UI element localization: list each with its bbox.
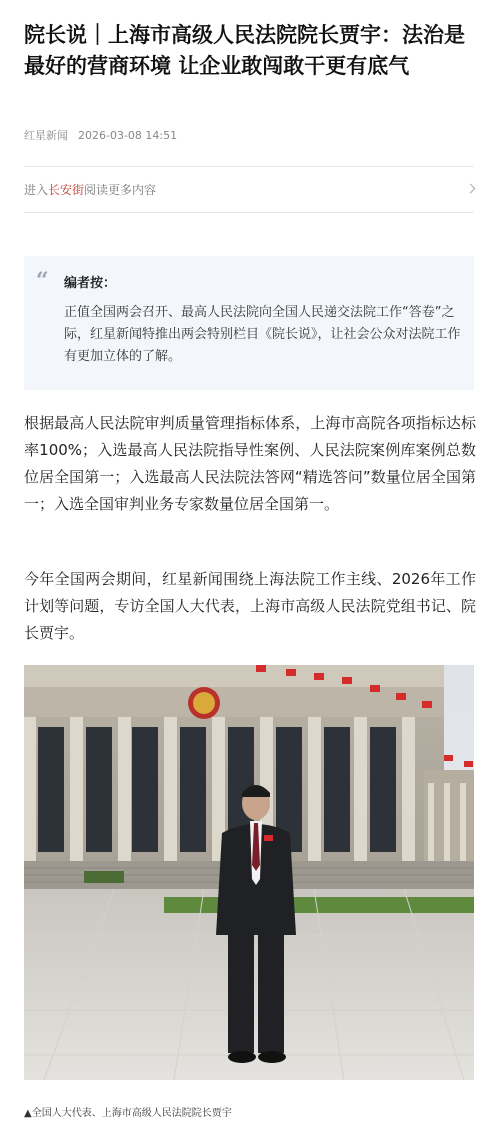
read-more-prefix: 进入 xyxy=(24,183,49,197)
read-more-suffix: 阅读更多内容 xyxy=(84,183,157,197)
read-more-link[interactable] xyxy=(24,181,474,199)
article-meta xyxy=(24,127,177,143)
article-date: 2026-03-08 14:51 xyxy=(78,129,178,142)
quote-icon: “ xyxy=(36,268,49,294)
article-paragraph: 今年全国两会期间，红星新闻围绕上海法院工作主线、2026年工作计划等问题，专访全国人大代表，上海市高级人民法院党组书记、院长贾宇。 xyxy=(24,570,476,642)
editor-note xyxy=(24,256,474,390)
editor-note-label: 编者按： xyxy=(64,276,117,291)
read-more-highlight[interactable]: 长安街 xyxy=(48,183,85,197)
editor-note-text: 正值全国两会召开、最高人民法院向全国人民递交法院工作“答卷”之际，红星新闻特推出两会特别栏目《院长说》，让社会公众对法院工作有更加立体的了解。 xyxy=(64,305,461,364)
divider-top xyxy=(24,166,474,167)
article-photo xyxy=(24,665,474,1080)
article-paragraph: 根据最高人民法院审判质量管理指标体系，上海市高院各项指标达标率100%；入选最高人民法院指导性案例、人民法院案例库案例总数位居全国第一；入选最高人民法院法答网“精选答问”数量位居全国第一；入选全国审判业务专家数量位居全国第一。 xyxy=(24,414,476,513)
divider-bottom xyxy=(24,212,474,213)
chevron-right-icon[interactable] xyxy=(466,184,476,194)
article-title: 院长说｜上海市高级人民法院院长贾宇：法治是最好的营商环境 让企业敢闯敢干更有底气 xyxy=(24,23,465,78)
photo-caption: ▲全国人大代表、上海市高级人民法院院长贾宇 xyxy=(24,1108,232,1119)
article-source[interactable]: 红星新闻 xyxy=(24,129,68,142)
